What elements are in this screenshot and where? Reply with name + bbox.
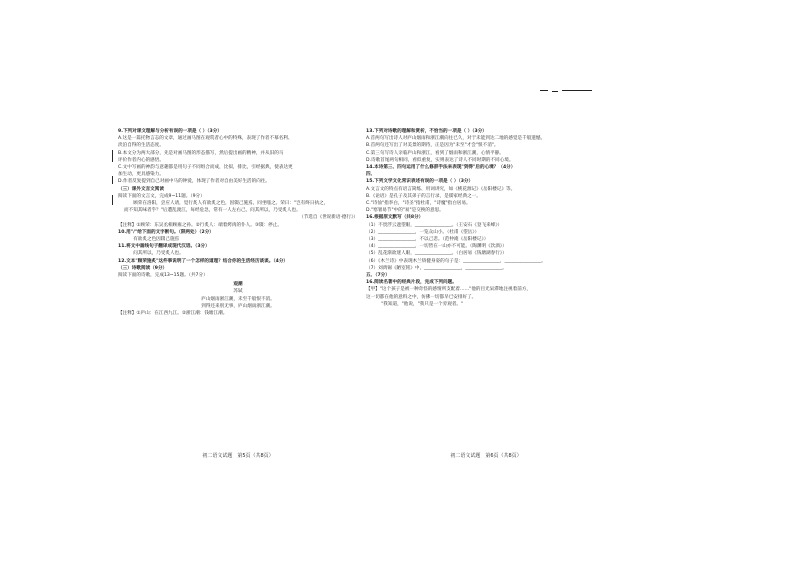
text-line: 这一切都在他的意料之中，仿佛一切都早已安排好了。 — [366, 294, 477, 300]
text-line: 13.下列对诗歌的理解和赏析，不恰当的一项是（ ）（3分） — [366, 129, 487, 134]
text-line: D.作者反复提到自己对画中马的钟爱，体现了作者对自由美好生活的向往。 — [118, 179, 271, 185]
text-line: 顾荣在洛阳，尝应人请，觉行炙人有欲炙之色，因辍己施焉。同坐嗤之。荣曰："岂有终日执之， — [124, 201, 329, 207]
text-line: （节选自《世说新语·德行》） — [299, 215, 358, 221]
text-line: 9.下列对课文理解与分析有误的一项是（ ）（3分） — [118, 129, 222, 134]
text-line: D.诗歌首尾两句相同，看似重复，实则表达了诗人不同时期的不同心境。 — [366, 157, 514, 163]
text-line: 而不知其味者乎？"后遭乱渡江，每经危急，常有一人左右己，问其所以，乃受炙人也。 — [124, 208, 301, 214]
text-line: A.首两句写出诗人对庐山烟雨和浙江潮向往已久，对于未能到达二地的感觉是千般遗憾。 — [366, 136, 546, 142]
text-line: D."寒暑易节"中的"易"是交换的意思。 — [366, 208, 444, 214]
text-line: （三）课外文言文阅读 — [118, 186, 164, 192]
text-line: 评价作者内心的感悟。 — [118, 157, 164, 163]
text-line: B.本文分为两大部分，先是对画马图的形态描写，然后提出画的精神，并从旧的马 — [118, 150, 284, 156]
left-page-text — [118, 128, 358, 279]
text-line: 14.本诗第三、四句运用了什么修辞手法来表现"到得"后的心境？（4分） — [366, 165, 516, 171]
text-line: 五、（7分） — [366, 273, 390, 279]
text-line: 淡泊自得的生活态度。 — [118, 143, 164, 149]
text-line: B.首两句还写出了对美景的期待，正是因为"未至"才会"恨不消"。 — [366, 143, 499, 149]
text-line: 16.阅读名著中的经典片段，完成下列问题。 — [366, 280, 457, 286]
text-line: A.文言文的特点有语言简练、用词讲究，如《桃花源记》《岳阳楼记》等。 — [366, 186, 516, 192]
text-line: C.文中写画的神韵与意趣都是用句子不同组合而成，比拟，排比，引经据典，使表达更 — [118, 165, 293, 171]
text-line: （4）________________，一切皆在一山亦不可能。（陶渊明《饮酒》） — [366, 244, 507, 250]
text-line: 16.根据原文默写（共8分） — [366, 215, 424, 221]
page-footer-left: 初二语文试题 第5页（共8页） — [202, 452, 274, 459]
text-line: "我知道，"他说，"我只是一个旁观者。" — [372, 301, 464, 307]
text-line: （3）________________，不以己悲。（范仲淹《岳阳楼记》） — [366, 237, 489, 243]
page-footer-right: 初二语文试题 第6页（共8页） — [450, 452, 522, 459]
text-line: 阅读下面的诗歌，完成13~15题。（共7分） — [118, 273, 208, 279]
text-line: （1）不畏浮云遮望眼，________________。（王安石《登飞来峰》） — [366, 222, 503, 228]
scan-streak — [540, 90, 600, 92]
right-page — [366, 128, 606, 460]
text-line: A.这是一篇托物言志的文章，通过画马图在观赏者心中的特殊，表现了作者不慕名利、 — [118, 136, 293, 142]
text-line: C."诗仙"指李白，"诗圣"指杜甫，"诗魔"指白居易。 — [366, 201, 471, 207]
scan-mark — [112, 150, 113, 162]
text-line: 有欲炙之色因辍己施焉 — [124, 237, 180, 243]
text-line: （6）《木兰诗》中表现木兰矫健身姿的句子是：________________，________________。 — [366, 258, 546, 264]
poem-author: 苏轼 — [233, 289, 243, 295]
text-line: 【注释】①顾荣：东吴丞相顾雍之孙。②行炙人：端着烤肉的仆人。③辍：停止。 — [118, 222, 282, 228]
text-line: 11.将文中画线句子翻译成现代汉语。（3分） — [118, 244, 210, 250]
text-line: 问其所以，乃受炙人也。 — [124, 251, 184, 257]
text-line: C.第三句写诗人亲临庐山和浙江，看到了烟雨和浙江潮，心情平静。 — [366, 150, 504, 156]
right-page-text — [366, 128, 606, 308]
text-line: 10.用"/"给下面的文字断句。（限两处）（2分） — [118, 229, 214, 235]
left-page — [118, 128, 358, 460]
text-line: 【甲】"这个孩子是被一种奇怪的感情所支配着……"他的目光呆滞地注视着前方， — [366, 287, 532, 293]
text-line: 阅读下面的文言文，完成9~11题。（9分） — [118, 193, 205, 199]
poem-line: 庐山烟雨浙江潮，未至千般恨不消。 — [201, 296, 275, 302]
text-line: B.《论语》是孔子及其弟子的言行录，是儒家经典之一。 — [366, 193, 481, 199]
text-line: （2）________________，一览众山小。（杜甫《望岳》） — [366, 229, 480, 235]
scan-mark — [112, 176, 113, 184]
text-line: 加生动，更具感染力。 — [118, 172, 164, 178]
poem-note: 【注释】①庐山：在江西九江。②浙江潮：钱塘江潮。 — [118, 311, 228, 317]
poem-line: 到得还来别无事，庐山烟雨浙江潮。 — [201, 303, 275, 309]
scan-mark — [112, 195, 113, 205]
text-line: 15.下列文学文化常识表述有误的一项是（ ）（3分） — [366, 179, 474, 185]
text-line: （5）乱花渐欲迷人眼，________________。（白居易《钱塘湖春行》） — [366, 251, 507, 257]
poem-title: 观潮 — [233, 282, 243, 288]
text-line: 四、 — [366, 172, 376, 178]
text-line: （7）刘禹锡《陋室铭》中，________________，________________。 — [366, 265, 507, 271]
text-line: 12.文本"顾荣施炙"这件事说明了一个怎样的道理？结合你的生活经历谈谈。（4分） — [118, 258, 289, 264]
text-line: （三）诗歌阅读（9分） — [118, 265, 168, 271]
